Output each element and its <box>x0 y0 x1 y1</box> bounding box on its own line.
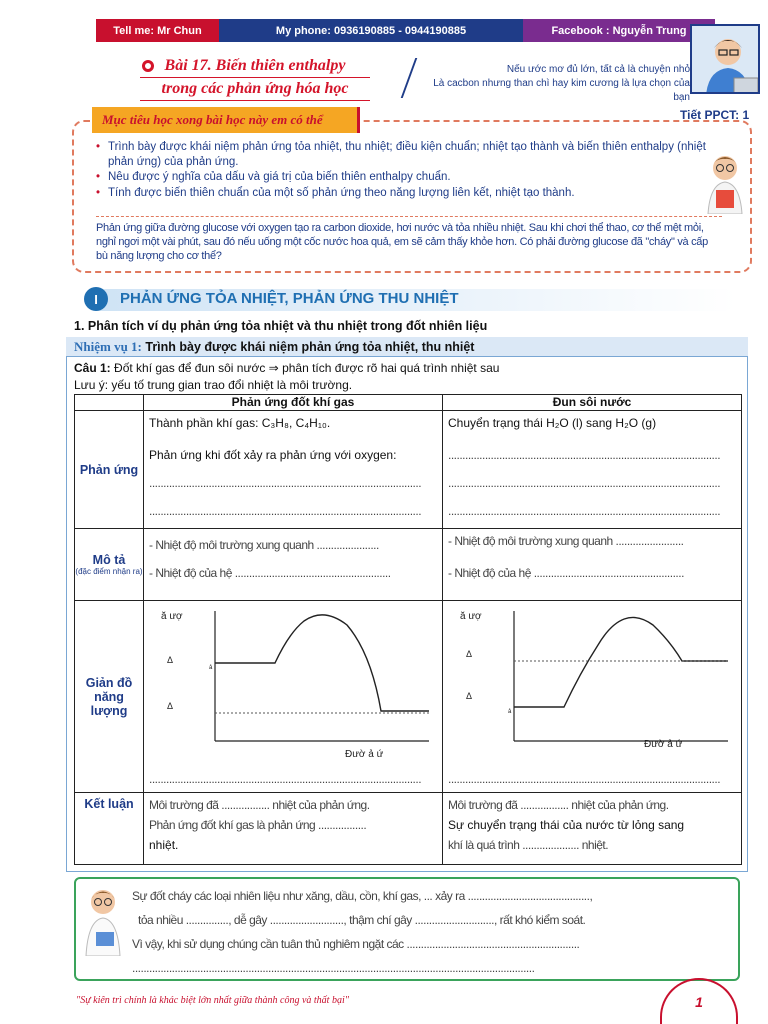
answer-line[interactable]: ................................................................................................ <box>448 448 721 462</box>
row-label-description-sub: (đặc điểm nhận ra) <box>75 567 143 576</box>
diagram-sub-1: ả <box>209 665 213 671</box>
diagram-y-label: ă ượ <box>161 611 183 622</box>
summary-text <box>132 884 732 980</box>
conclusion-gas-2[interactable]: Phản ứng đốt khí gas là phản ứng ................. <box>149 818 367 832</box>
env-temp-gas[interactable]: - Nhiệt độ môi trường xung quanh ...................... <box>149 538 379 552</box>
summary-line-4[interactable]: .............................................................................................................................................. <box>132 961 535 975</box>
water-change-text: Chuyển trạng thái H₂O (l) sang H₂O (g) <box>448 416 657 430</box>
summary-line-3[interactable]: Vì vậy, khi sử dụng chúng cần tuân thủ nghiêm ngặt các ............................................................. <box>132 937 580 951</box>
subsection-title: 1. Phân tích ví dụ phản ứng tỏa nhiệt và thu nhiệt trong đốt nhiên liệu <box>74 319 488 333</box>
intro-paragraph: Phản ứng giữa đường glucose với oxygen tạo ra carbon dioxide, hơi nước và tỏa nhiều nhiệt. Sau khi chơi thể thao, cơ thể mệt mỏi, nghỉ ngơi một vài phút, sau đó nếu uống một cốc nước hoa quả, em sẽ cảm thấy khỏe hơn. Có phải đường glucose đã "cháy" và cấp bù năng lượng cho cơ thể? <box>96 216 722 263</box>
water-reaction-cell <box>443 411 742 529</box>
gas-conclusion-cell <box>144 793 443 865</box>
conclusion-water-1[interactable]: Môi trường đã ................. nhiệt của phản ứng. <box>448 798 669 812</box>
goals-list <box>96 140 716 201</box>
diagram-delta-b2: Δ <box>466 691 473 701</box>
avatar-illustration <box>692 26 760 94</box>
slogan-line-1: Nếu ước mơ đủ lớn, tất cả là chuyện nhỏ <box>506 64 690 75</box>
column-header-water: Đun sôi nước <box>443 395 742 411</box>
sys-temp-gas[interactable]: - Nhiệt độ của hệ ....................................................... <box>149 566 391 580</box>
gas-reaction-cell <box>144 411 443 529</box>
row-label-conclusion: Kết luận <box>75 793 144 865</box>
water-diagram-cell <box>443 601 742 793</box>
row-label-description-text: Mô tả <box>92 553 126 567</box>
period-number: Tiết PPCT: 1 <box>680 108 750 122</box>
section-badge: I <box>84 287 108 311</box>
summary-line-1[interactable]: Sự đốt cháy các loại nhiên liệu như xăng, dầu, cồn, khí gas, ... xảy ra ..........................................., <box>132 889 593 903</box>
summary-line-2[interactable]: tỏa nhiều ..............., dễ gây .........................., thậm chí gây ............................, rất khó kiểm soát. <box>138 913 586 927</box>
conclusion-water-2: Sự chuyển trạng thái của nước từ lỏng sang <box>448 818 685 832</box>
corner-cell <box>75 395 144 411</box>
answer-line[interactable]: ................................................................................................ <box>448 504 721 518</box>
diagram-sub-b: ả <box>508 709 512 715</box>
gas-reaction-text: Phản ứng khi đốt xảy ra phản ứng với oxygen: <box>149 448 397 462</box>
footer-quote: "Sự kiên trì chính là khác biệt lớn nhất giữa thành công và thất bại" <box>76 995 349 1006</box>
facebook-label: Facebook : Nguyễn Trung <box>523 19 715 42</box>
energy-diagram-gas <box>149 603 437 763</box>
env-temp-water[interactable]: - Nhiệt độ môi trường xung quanh ........................ <box>448 534 684 548</box>
answer-line[interactable]: ................................................................................................ <box>448 476 721 490</box>
reaction-path <box>215 615 429 711</box>
lesson-title <box>140 55 370 101</box>
water-description-cell <box>443 529 742 601</box>
title-line-2: trong các phản ứng hóa học <box>140 78 370 101</box>
question-1 <box>74 360 499 376</box>
answer-line[interactable]: ................................................................................................ <box>149 772 422 786</box>
task-text: Trình bày được khái niệm phản ứng tỏa nhiệt, thu nhiệt <box>145 340 475 354</box>
teacher-label: Tell me: Mr Chun <box>96 19 219 42</box>
answer-line[interactable]: ................................................................................................ <box>448 772 721 786</box>
conclusion-water-3[interactable]: khí là quá trình .................... nhiệt. <box>448 838 609 852</box>
goal-item: • Trình bày được khái niệm phản ứng tỏa nhiệt, thu nhiệt; điều kiện chuẩn; nhiệt tạo thành và biến thiên enthalpy (nhiệt phản ứng) của phản ứng. <box>96 140 716 169</box>
row-label-diagram: Giản đồ năng lượng <box>75 601 144 793</box>
answer-line[interactable]: ................................................................................................ <box>149 504 422 518</box>
water-conclusion-cell <box>443 793 742 865</box>
question-1-label: Câu 1: <box>74 361 111 375</box>
goal-item: • Tính được biến thiên chuẩn của một số phản ứng theo năng lượng liên kết, nhiệt tạo thành. <box>96 186 716 201</box>
task-label: Nhiệm vụ 1: <box>74 339 142 354</box>
gas-description-cell <box>144 529 443 601</box>
header-bar <box>96 19 715 42</box>
diagram-delta-b1: Δ <box>466 649 473 659</box>
section-title: PHẢN ỨNG TỎA NHIỆT, PHẢN ỨNG THU NHIỆT <box>120 290 459 307</box>
column-header-gas: Phản ứng đốt khí gas <box>144 395 443 411</box>
diagram-x-label: Đườ ả ứ <box>345 749 384 760</box>
gas-diagram-cell <box>144 601 443 793</box>
row-label-reaction: Phản ứng <box>75 411 144 529</box>
sys-temp-water[interactable]: - Nhiệt độ của hệ ..................................................... <box>448 566 684 580</box>
slogan <box>420 63 690 105</box>
diagram-delta-1: Δ <box>167 655 174 665</box>
goal-item: • Nêu được ý nghĩa của dấu và giá trị của biến thiên enthalpy chuẩn. <box>96 170 716 185</box>
diagram-x-label-b: Đườ ả ứ <box>644 739 683 750</box>
teacher-mascot-icon <box>80 884 126 956</box>
row-label-description <box>75 529 144 601</box>
diagram-delta-2: Δ <box>167 701 174 711</box>
goals-tag: Mục tiêu học xong bài học này em có thể <box>92 107 360 133</box>
task-header <box>66 337 748 357</box>
answer-line[interactable]: ................................................................................................ <box>149 476 422 490</box>
phone-label: My phone: 0936190885 - 0944190885 <box>219 19 523 42</box>
energy-diagram-water <box>448 603 736 763</box>
question-1-text: Đốt khí gas để đun sôi nước ⇒ phân tích được rõ hai quá trình nhiệt sau <box>114 361 500 375</box>
worksheet-table <box>74 394 742 865</box>
conclusion-gas-3: nhiệt. <box>149 838 179 852</box>
reaction-path-b <box>514 617 728 707</box>
diagram-y-label-b: ă ượ <box>460 611 482 622</box>
student-mascot-icon <box>702 150 748 214</box>
gas-components: Thành phần khí gas: C₃H₈, C₄H₁₀. <box>149 416 331 430</box>
teacher-avatar <box>690 24 760 94</box>
title-bullet-icon <box>142 60 154 72</box>
slogan-line-2: Là cacbon nhưng than chì hay kim cương là lựa chọn của bạn <box>433 78 690 103</box>
conclusion-gas-1[interactable]: Môi trường đã ................. nhiệt của phản ứng. <box>149 798 370 812</box>
title-line-1: Bài 17. Biến thiên enthalpy <box>140 55 370 78</box>
note: Lưu ý: yếu tố trung gian trao đổi nhiệt là môi trường. <box>74 378 353 392</box>
page-number: 1 <box>660 978 738 1024</box>
